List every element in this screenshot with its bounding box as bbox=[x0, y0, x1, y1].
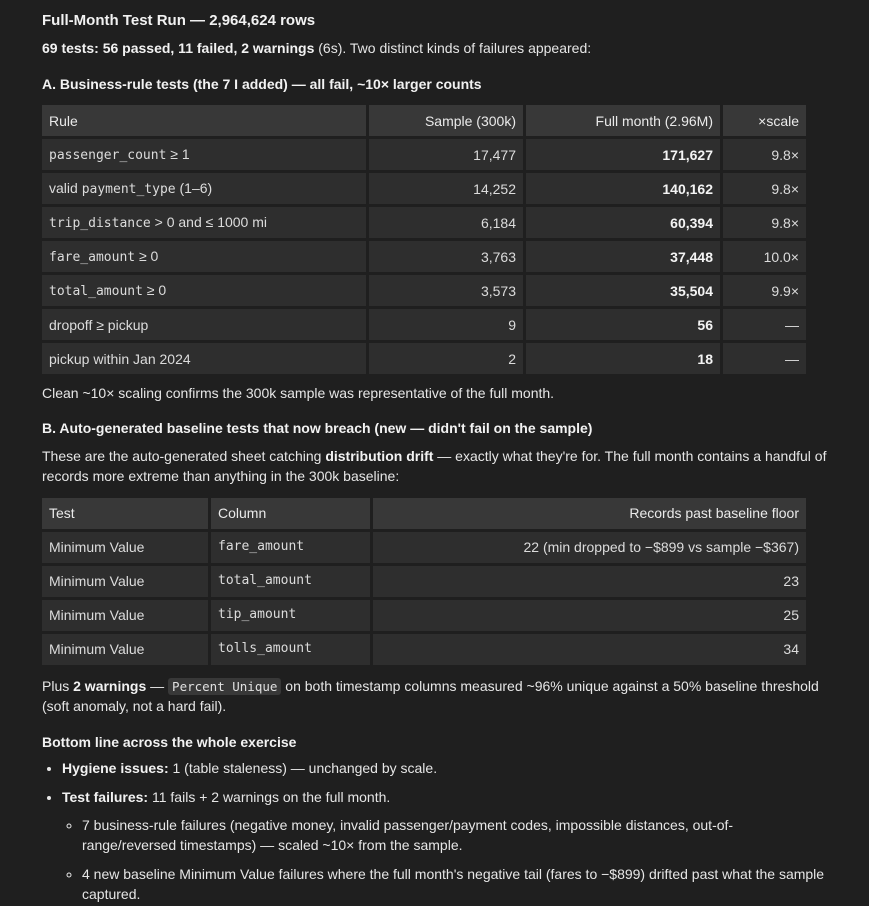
col-rule: Rule bbox=[42, 105, 366, 136]
note-text: on both timestamp columns measured ~96% unique against a 50% baseline threshold (soft anomaly, not a hard fail). bbox=[42, 677, 819, 714]
records-cell: 23 bbox=[373, 566, 806, 597]
table-header-row bbox=[42, 498, 806, 529]
sample-cell: 3,763 bbox=[369, 241, 523, 272]
table-row bbox=[42, 207, 806, 238]
section-b-intro bbox=[42, 446, 827, 487]
rule-cell bbox=[42, 207, 366, 238]
scale-cell: — bbox=[723, 343, 806, 374]
column-cell: tolls_amount bbox=[211, 634, 370, 665]
records-cell: 25 bbox=[373, 600, 806, 631]
scale-cell: 9.8× bbox=[723, 173, 806, 204]
column-cell: fare_amount bbox=[211, 532, 370, 563]
rule-text: ≥ 1 bbox=[166, 145, 190, 162]
note-text: — bbox=[146, 677, 169, 694]
full-cell: 171,627 bbox=[526, 139, 720, 170]
rule-text: valid bbox=[49, 179, 82, 196]
summary-counts: 69 tests: 56 passed, 11 failed, 2 warnings bbox=[42, 39, 315, 56]
sub-list-item: ◦ 7 business-rule failures (negative money, invalid passenger/payment codes, impossible distances, out-of-range/reversed timestamps) — scaled ~10× from the sample. bbox=[82, 815, 827, 856]
scale-cell: 9.8× bbox=[723, 207, 806, 238]
warnings-bold: 2 warnings bbox=[73, 677, 147, 694]
column-cell: tip_amount bbox=[211, 600, 370, 631]
test-cell: Minimum Value bbox=[42, 634, 208, 665]
test-cell: Minimum Value bbox=[42, 600, 208, 631]
rule-text: ≥ 0 bbox=[135, 247, 159, 264]
page-title: Full-Month Test Run — 2,964,624 rows bbox=[42, 12, 316, 29]
scale-cell: — bbox=[723, 309, 806, 340]
rule-text: > 0 and ≤ 1000 mi bbox=[150, 213, 268, 230]
table-row bbox=[42, 139, 806, 170]
item-label: Test failures: bbox=[62, 788, 149, 805]
bottom-line-heading: Bottom line across the whole exercise bbox=[42, 734, 297, 751]
item-text: 11 fails + 2 warnings on the full month. bbox=[148, 788, 391, 805]
code-name: passenger_count bbox=[49, 147, 167, 163]
table-row bbox=[42, 173, 806, 204]
sample-cell: 2 bbox=[369, 343, 523, 374]
col-full-month: Full month (2.96M) bbox=[526, 105, 720, 136]
item-text: 1 (table staleness) — unchanged by scale. bbox=[168, 760, 438, 777]
sub-list-item: ◦ 4 new baseline Minimum Value failures where the full month's negative tail (fares to −$899) drifted past what the sample captured. bbox=[82, 864, 827, 905]
table-row bbox=[42, 634, 806, 665]
code-name: total_amount bbox=[49, 283, 143, 299]
sample-cell: 6,184 bbox=[369, 207, 523, 238]
code-name: trip_distance bbox=[49, 215, 151, 231]
table-row bbox=[42, 275, 806, 306]
rule-cell: dropoff ≥ pickup bbox=[42, 309, 366, 340]
col-column: Column bbox=[211, 498, 370, 529]
list-item bbox=[62, 758, 827, 778]
table-row bbox=[42, 309, 806, 340]
table-header-row bbox=[42, 105, 806, 136]
table-row bbox=[42, 600, 806, 631]
col-test: Test bbox=[42, 498, 208, 529]
test-cell: Minimum Value bbox=[42, 532, 208, 563]
code-name: fare_amount bbox=[49, 249, 136, 265]
table-row bbox=[42, 343, 806, 374]
full-cell: 56 bbox=[526, 309, 720, 340]
test-cell: Minimum Value bbox=[42, 566, 208, 597]
bottom-line-list bbox=[42, 758, 827, 904]
table-row bbox=[42, 532, 806, 563]
scale-cell: 9.9× bbox=[723, 275, 806, 306]
rule-cell bbox=[42, 173, 366, 204]
sample-cell: 17,477 bbox=[369, 139, 523, 170]
rule-cell: pickup within Jan 2024 bbox=[42, 343, 366, 374]
sample-cell: 3,573 bbox=[369, 275, 523, 306]
col-scale: ×scale bbox=[723, 105, 806, 136]
col-sample: Sample (300k) bbox=[369, 105, 523, 136]
sample-cell: 14,252 bbox=[369, 173, 523, 204]
table-row bbox=[42, 241, 806, 272]
section-a-heading: A. Business-rule tests (the 7 I added) — all fail, ~10× larger counts bbox=[42, 76, 482, 93]
sub-list bbox=[62, 815, 827, 904]
col-records: Records past baseline floor bbox=[373, 498, 806, 529]
full-cell: 60,394 bbox=[526, 207, 720, 238]
rule-cell bbox=[42, 275, 366, 306]
list-item bbox=[62, 787, 827, 904]
full-cell: 140,162 bbox=[526, 173, 720, 204]
table-row bbox=[42, 566, 806, 597]
rule-cell bbox=[42, 241, 366, 272]
section-b-heading: B. Auto-generated baseline tests that now breach (new — didn't fail on the sample) bbox=[42, 419, 593, 436]
full-cell: 35,504 bbox=[526, 275, 720, 306]
note-text: Plus bbox=[42, 677, 74, 694]
full-cell: 37,448 bbox=[526, 241, 720, 272]
rule-cell bbox=[42, 139, 366, 170]
warnings-note bbox=[42, 676, 827, 717]
rule-text: (1–6) bbox=[175, 179, 213, 196]
item-label: Hygiene issues: bbox=[62, 760, 169, 777]
column-cell: total_amount bbox=[211, 566, 370, 597]
summary-rest: (6s). Two distinct kinds of failures appeared: bbox=[314, 39, 592, 56]
scaling-note: Clean ~10× scaling confirms the 300k sample was representative of the full month. bbox=[42, 385, 555, 402]
sample-cell: 9 bbox=[369, 309, 523, 340]
intro-bold: distribution drift bbox=[325, 447, 434, 464]
intro-text: These are the auto-generated sheet catching bbox=[42, 447, 326, 464]
code-name: payment_type bbox=[81, 181, 176, 197]
full-cell: 18 bbox=[526, 343, 720, 374]
rule-text: ≥ 0 bbox=[142, 281, 167, 298]
business-rule-table bbox=[39, 102, 809, 377]
records-cell: 22 (min dropped to −$899 vs sample −$367) bbox=[373, 532, 806, 563]
intro-text: — exactly what they're for. The full month contains a handful of records more extreme than anything in the 300k baseline: bbox=[42, 447, 827, 485]
test-summary bbox=[42, 38, 827, 58]
baseline-table bbox=[39, 495, 809, 668]
scale-cell: 10.0× bbox=[723, 241, 806, 272]
records-cell: 34 bbox=[373, 634, 806, 665]
inline-code: Percent Unique bbox=[168, 678, 281, 695]
scale-cell: 9.8× bbox=[723, 139, 806, 170]
